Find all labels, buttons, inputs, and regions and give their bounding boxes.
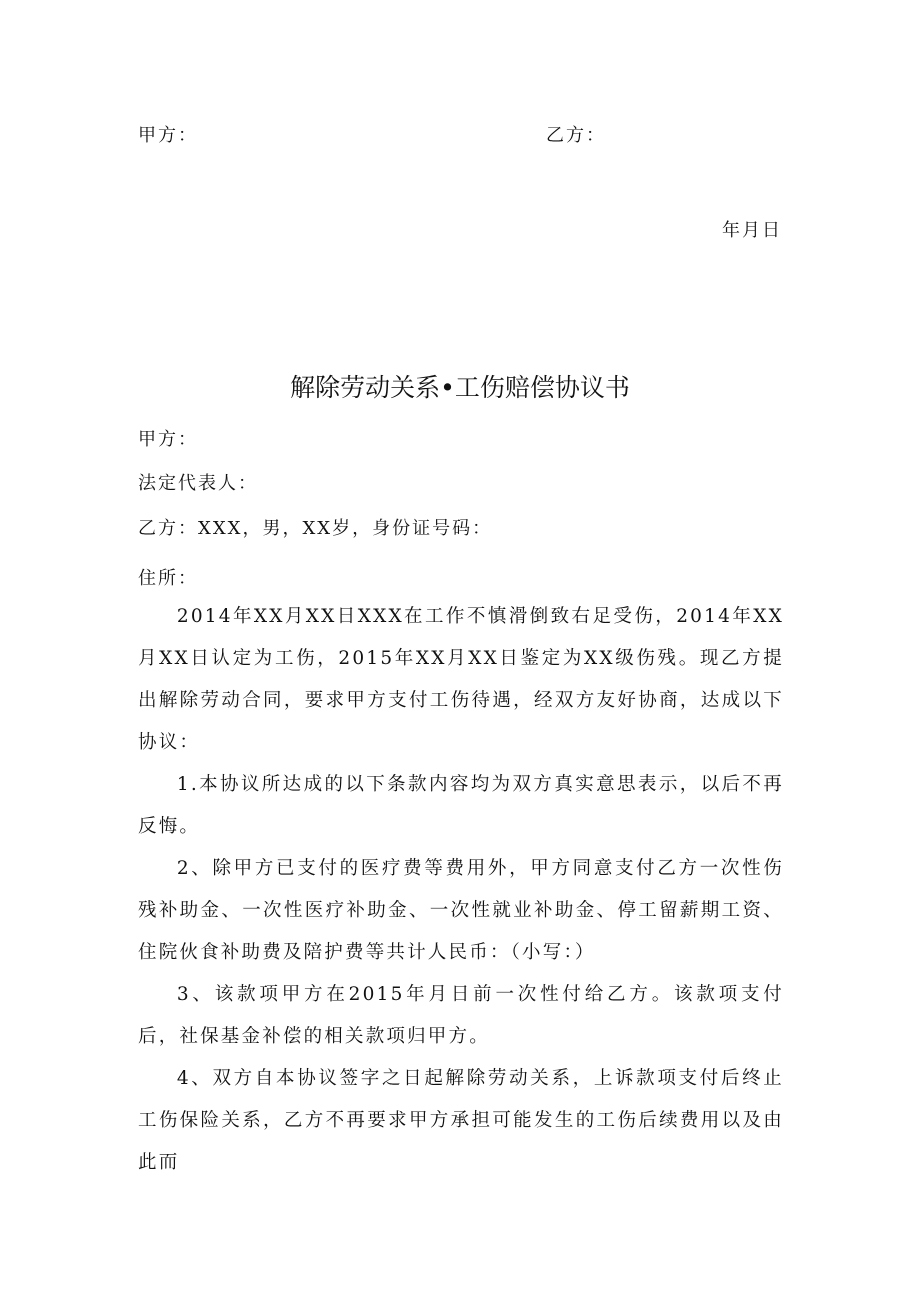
clause-1: 1.本协议所达成的以下条款内容均为双方真实意思表示，以后不再反悔。 xyxy=(138,774,784,837)
field-party-a: 甲方： xyxy=(138,429,198,450)
agreement-body xyxy=(138,596,784,1184)
signature-date: 年月日 xyxy=(722,220,782,241)
field-legal-representative: 法定代表人： xyxy=(138,473,258,494)
field-party-b: 乙方：XXX，男，XX岁，身份证号码： xyxy=(138,518,493,539)
clause-4: 4、双方自本协议签字之日起解除劳动关系，上诉款项支付后终止工伤保险关系，乙方不再要求甲方承担可能发生的工伤后续费用以及由此而 xyxy=(138,1068,784,1173)
clause-3: 3、该款项甲方在2015年月日前一次性付给乙方。该款项支付后，社保基金补偿的相关款项归甲方。 xyxy=(138,984,784,1047)
intro-paragraph: 2014年XX月XX日XXX在工作不慎滑倒致右足受伤，2014年XX月XX日认定为工伤，2015年XX月XX日鉴定为XX级伤残。现乙方提出解除劳动合同，要求甲方支付工伤待遇，经双方友好协商，达成以下协议： xyxy=(138,606,784,753)
document-title: 解除劳动关系•工伤赔偿协议书 xyxy=(290,373,630,402)
field-address: 住所： xyxy=(138,568,198,589)
signature-party-b: 乙方： xyxy=(546,125,606,146)
signature-party-a: 甲方： xyxy=(138,125,198,146)
clause-2: 2、除甲方已支付的医疗费等费用外，甲方同意支付乙方一次性伤残补助金、一次性医疗补助金、一次性就业补助金、停工留薪期工资、住院伙食补助费及陪护费等共计人民币：（小写：） xyxy=(138,858,784,963)
